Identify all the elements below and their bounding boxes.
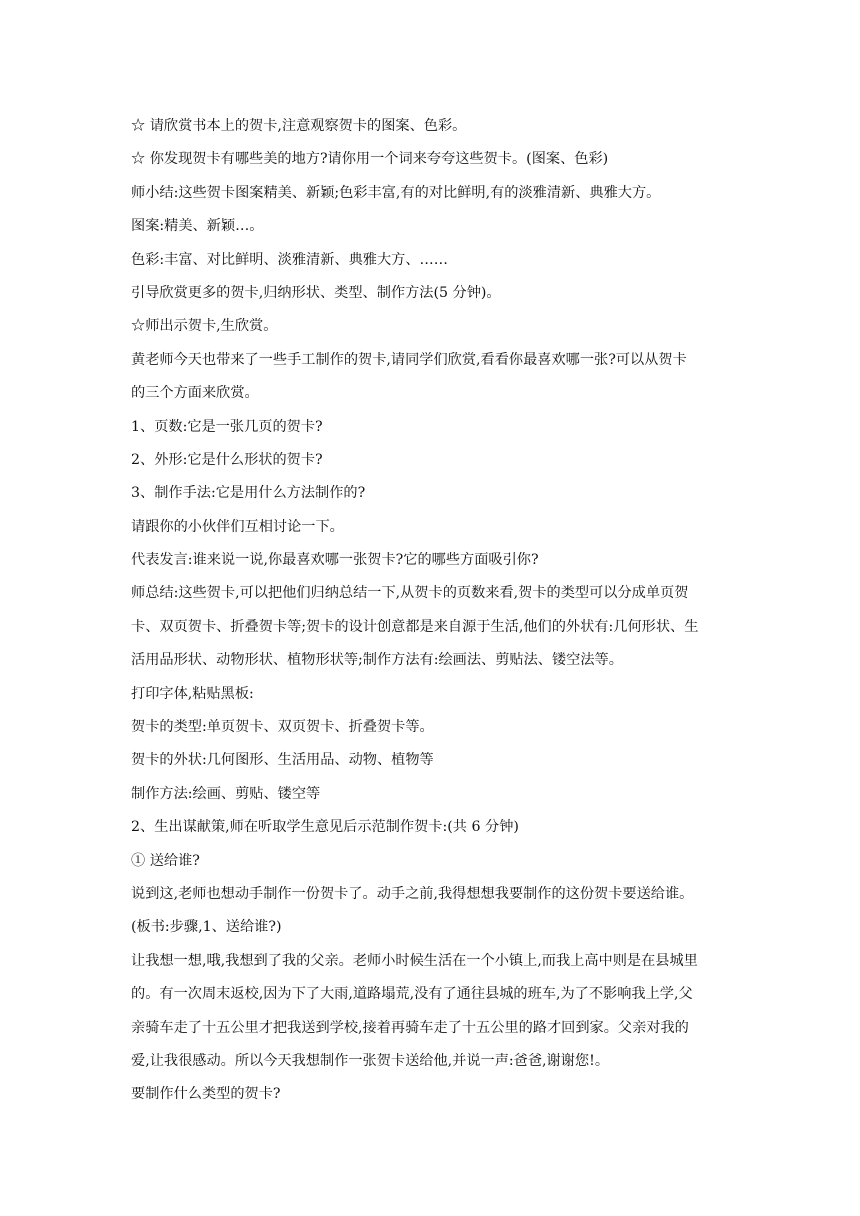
document-body <box>131 110 731 1112</box>
text-line: 打印字体,粘贴黑板: <box>131 685 254 702</box>
text-line: 2、外形:它是什么形状的贺卡? <box>131 451 323 468</box>
text-line: 的三个方面来欣赏。 <box>131 385 259 402</box>
text-line: 的。有一次周末返校,因为下了大雨,道路塌荒,没有了通往县城的班车,为了不影响我上学,父 <box>131 986 693 1003</box>
text-line: ☆ 你发现贺卡有哪些美的地方?请你用一个词来夸夸这些贺卡。(图案、色彩) <box>131 151 609 168</box>
text-line: 色彩:丰富、对比鲜明、淡雅清新、典雅大方、…… <box>131 251 448 268</box>
text-line: 卡、双页贺卡、折叠贺卡等;贺卡的设计创意都是来自源于生活,他们的外状有:几何形状、生 <box>131 618 699 635</box>
text-line: 制作方法:绘画、剪贴、镂空等 <box>131 785 321 802</box>
text-line: ☆ 请欣赏书本上的贺卡,注意观察贺卡的图案、色彩。 <box>131 118 467 134</box>
text-line: 贺卡的类型:单页贺卡、双页贺卡、折叠贺卡等。 <box>131 719 434 736</box>
text-line: 黄老师今天也带来了一些手工制作的贺卡,请同学们欣赏,看看你最喜欢哪一张?可以从贺卡 <box>131 351 687 368</box>
text-line: 贺卡的外状:几何图形、生活用品、动物、植物等 <box>131 752 434 769</box>
text-line: 师小结:这些贺卡图案精美、新颖;色彩丰富,有的对比鲜明,有的淡雅清新、典雅大方。 <box>131 184 661 201</box>
text-line: 活用品形状、动物形状、植物形状等;制作方法有:绘画法、剪贴法、镂空法等。 <box>131 652 623 669</box>
text-line: 说到这,老师也想动手制作一份贺卡了。动手之前,我得想想我要制作的这份贺卡要送给谁。 <box>131 885 694 902</box>
text-line: 图案:精美、新颖…。 <box>131 218 264 235</box>
text-line: 3、制作手法:它是用什么方法制作的? <box>131 485 366 502</box>
text-line: (板书:步骤,1、送给谁?) <box>131 919 282 936</box>
text-line: ☆师出示贺卡,生欣赏。 <box>131 318 278 335</box>
text-line: 亲骑车走了十五公里才把我送到学校,接着再骑车走了十五公里的路才回到家。父亲对我的 <box>131 1019 689 1036</box>
text-line: 2、生出谋献策,师在听取学生意见后示范制作贺卡:(共 6 分钟) <box>131 819 519 836</box>
text-line: ① 送给谁? <box>131 852 200 869</box>
text-line: 爱,让我很感动。所以今天我想制作一张贺卡送给他,并说一声:爸爸,谢谢您!。 <box>131 1052 610 1069</box>
text-line: 让我想一想,哦,我想到了我的父亲。老师小时候生活在一个小镇上,而我上高中则是在县城里 <box>131 952 698 969</box>
text-line: 引导欣赏更多的贺卡,归纳形状、类型、制作方法(5 分钟)。 <box>131 284 501 301</box>
text-line: 要制作什么类型的贺卡? <box>131 1086 281 1103</box>
text-line: 代表发言:谁来说一说,你最喜欢哪一张贺卡?它的哪些方面吸引你? <box>131 552 539 569</box>
text-line: 1、页数:它是一张几页的贺卡? <box>131 418 323 435</box>
text-line: 请跟你的小伙伴们互相讨论一下。 <box>131 518 344 535</box>
text-line: 师总结:这些贺卡,可以把他们归纳总结一下,从贺卡的页数来看,贺卡的类型可以分成单页贺 <box>131 585 689 602</box>
